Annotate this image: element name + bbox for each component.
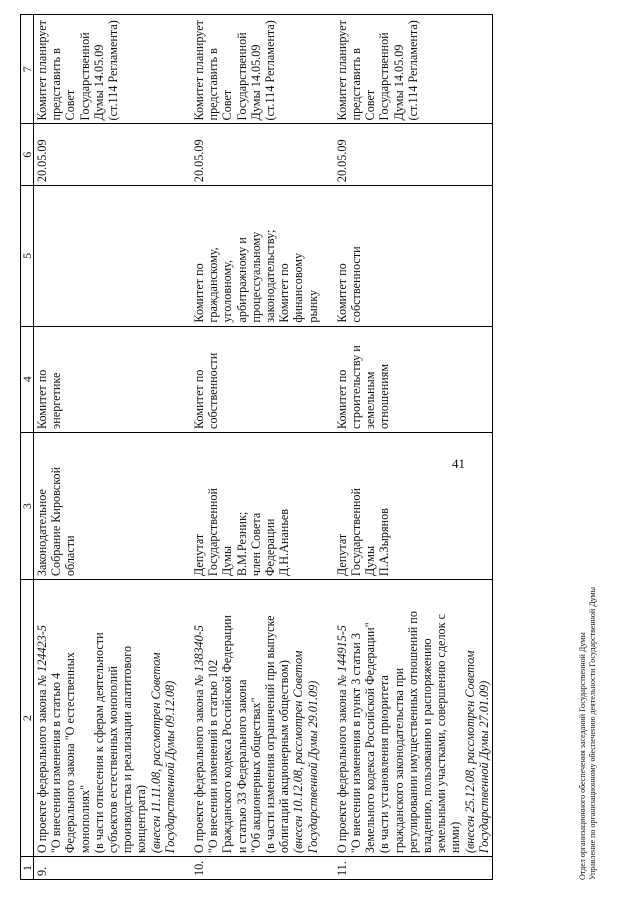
bill-intro: О проекте федерального закона [334, 686, 349, 854]
bill-description: "О внесении изменения в статью 4 Федерального закона "О естественных монополиях" (в части отнесения к сферам деятельности субъектов естественных монополий производства и реализации апатитового концентрата) [49, 632, 149, 854]
date-cell: 20.05.09 [178, 124, 321, 186]
footer-line-1: Отдел организационного обеспечения заседаний Государственной Думы [578, 632, 587, 880]
author-cell: Депутат Государственной Думы В.М.Резник; член Совета Федерации Д.Н.Ананьев [178, 432, 321, 579]
co-committee-cell: Комитет по гражданскому, уголовному, арбитражному и процессуальному законодательству; Комитет по финансовому рынку [178, 186, 321, 326]
page-number: 41 [452, 456, 465, 471]
author-cell: Депутат Государственной Думы П.А.Зырянов [321, 432, 493, 579]
date-cell: 20.05.09 [34, 124, 179, 186]
row-number: 11. [321, 857, 493, 880]
bill-note: (внесен 11.11.08, рассмотрен Советом Государственной Думы 09.12.08) [148, 652, 177, 854]
footer-line-2: Управление по организационному обеспечению деятельности Государственной Думы [588, 587, 597, 880]
row-number: 9. [34, 857, 179, 880]
status-cell: Комитет планирует представить в Совет Государственной Думы 14.05.09 (ст.114 Регламента) [34, 15, 179, 124]
bill-number: № 144915-5 [334, 625, 349, 687]
committee-cell: Комитет по собственности [178, 326, 321, 432]
row-number: 10. [178, 857, 321, 880]
column-header-row [21, 15, 34, 880]
bill-cell [34, 580, 179, 857]
bill-description: "О внесении изменений в статью 102 Гражданского кодекса Российской Федерации и статью 33 Федерального закона "Об акционерных обществах" (в части изменения ограничений при выпуске облигаций акционерным обществом) [206, 615, 292, 854]
table-row [34, 15, 179, 880]
bill-number: № 138340-5 [192, 625, 207, 687]
author-cell: Законодательное Собрание Кировской области [34, 432, 179, 579]
bill-intro: О проекте федерального закона [192, 686, 207, 854]
column-header-5: 5 [21, 186, 34, 326]
bill-note: (внесен 10.12.08, рассмотрен Советом Государственной Думы 29.01.09) [291, 650, 320, 854]
bill-intro: О проекте федерального закона [35, 686, 49, 854]
rotated-page [0, 10, 640, 890]
bills-table [20, 14, 493, 880]
bill-note: (внесен 25.12.08, рассмотрен Советом Государственной Думы 27.01.09) [462, 650, 491, 854]
footer [578, 587, 598, 880]
status-cell: Комитет планирует представить в Совет Государственной Думы 14.05.09 (ст.114 Регламента) [178, 15, 321, 124]
table-row [321, 15, 493, 880]
column-header-1: 1 [21, 857, 34, 880]
bill-number: № 124423-5 [35, 625, 49, 687]
co-committee-cell [34, 186, 179, 326]
column-header-4: 4 [21, 326, 34, 432]
status-cell: Комитет планирует представить в Совет Государственной Думы 14.05.09 (ст.114 Регламента) [321, 15, 493, 124]
column-header-7: 7 [21, 15, 34, 124]
bill-description: "О внесении изменения в пункт 3 статьи 3 Земельного кодекса Российской Федерации" (в части установления приоритета гражданского законодательства при регулировании имущественных отношений по владению, пользованию и распоряжению земельными участками, совершению сделок с ними) [349, 611, 463, 854]
committee-cell: Комитет по строительству и земельным отношениям [321, 326, 493, 432]
column-header-6: 6 [21, 124, 34, 186]
committee-cell: Комитет по энергетике [34, 326, 179, 432]
bill-cell [321, 580, 493, 857]
table-row [178, 15, 321, 880]
column-header-3: 3 [21, 432, 34, 579]
date-cell: 20.05.09 [321, 124, 493, 186]
column-header-2: 2 [21, 580, 34, 857]
bill-cell [178, 580, 321, 857]
co-committee-cell: Комитет по собственности [321, 186, 493, 326]
